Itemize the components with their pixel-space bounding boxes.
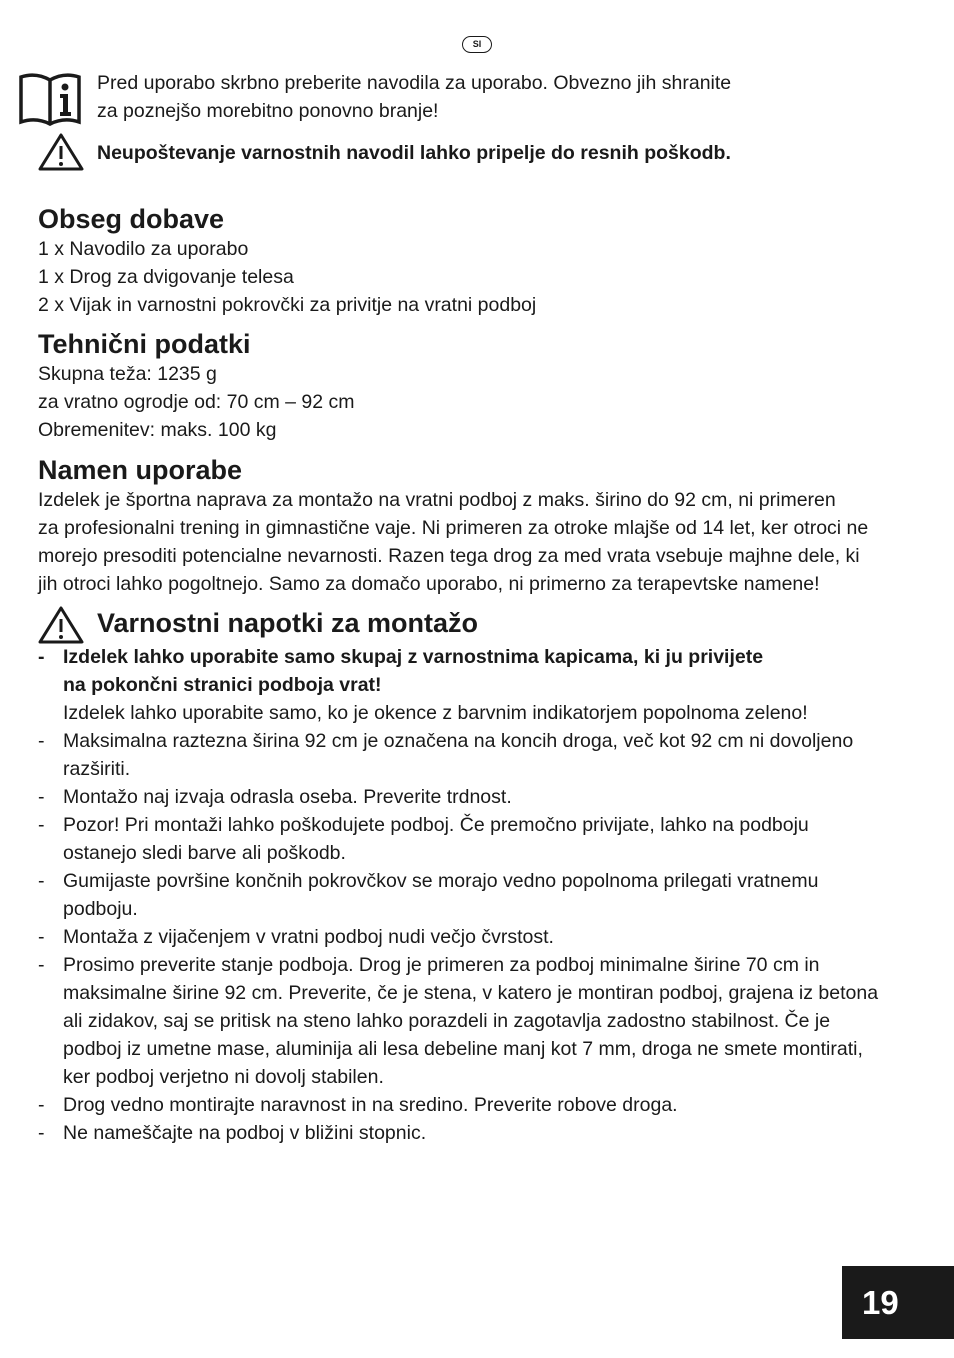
purpose-line: morejo presoditi potencialne nevarnosti. Razen tega drog za med vrata vsebuje majhne dele, ki — [38, 545, 860, 567]
language-badge: SI — [462, 36, 492, 53]
book-info-icon — [18, 72, 82, 126]
scope-item: 1 x Drog za dvigovanje telesa — [38, 266, 294, 288]
safety-item: - Gumijaste površine končnih pokrovčkov se morajo vedno popolnoma prilegati vratnemu podboju. — [38, 870, 819, 920]
safety-item: - Montažo naj izvaja odrasla oseba. Preverite trdnost. — [38, 786, 512, 808]
purpose-line: jih otroci lahko pogoltnejo. Samo za domačo uporabo, ni primerno za terapevtske namene! — [38, 573, 820, 595]
warning-triangle-icon — [38, 132, 84, 172]
tech-item: za vratno ogrodje od: 70 cm – 92 cm — [38, 391, 355, 413]
safety-warning: Neupoštevanje varnostnih navodil lahko pripelje do resnih poškodb. — [97, 142, 731, 164]
purpose-line: Izdelek je športna naprava za montažo na vratni podboj z maks. širino do 92 cm, ni primeren — [38, 489, 836, 511]
tech-title: Tehnični podatki — [38, 329, 251, 359]
safety-item: - Prosimo preverite stanje podboja. Drog je primeren za podboj minimalne širine 70 cm in maksimalne širine 92 cm. Preverite, če je stena, v katero je montiran podboj, grajena iz betona ali zidakov, saj se pritisk na steno lahko porazdeli in zagotavlja zadostno stabilnost. Če je podboj iz umetne mase, aluminija ali lesa debeline manj kot 7 mm, droga ne smete montirati, ker podboj verjetno ni dovolj stabilen. — [38, 954, 879, 1088]
scope-item: 1 x Navodilo za uporabo — [38, 238, 249, 260]
scope-item: 2 x Vijak in varnostni pokrovčki za privitje na vratni podboj — [38, 294, 537, 316]
safety-item: - Drog vedno montirajte naravnost in na sredino. Preverite robove droga. — [38, 1094, 678, 1116]
purpose-title: Namen uporabe — [38, 455, 243, 485]
scope-list — [38, 235, 918, 319]
safety-title: Varnostni napotki za montažo — [97, 608, 479, 638]
safety-item: - Ne nameščajte na podboj v bližini stopnic. — [38, 1122, 427, 1144]
scope-title: Obseg dobave — [38, 204, 225, 234]
safety-item: - Pozor! Pri montaži lahko poškodujete podboj. Če premočno privijate, lahko na podboju ostanejo sledi barve ali poškodb. — [38, 814, 809, 864]
purpose-text — [38, 486, 918, 598]
safety-list — [38, 643, 918, 1147]
tech-list — [38, 360, 918, 444]
safety-item: - Montaža z vijačenjem v vratni podboj nudi večjo čvrstost. — [38, 926, 554, 948]
scope-section — [38, 203, 918, 319]
safety-heading — [97, 607, 917, 639]
intro-text: Pred uporabo skrbno preberite navodila za uporabo. Obvezno jih shranite za poznejšo morebitno ponovno branje! — [97, 72, 732, 122]
warning-triangle-icon — [38, 605, 84, 645]
purpose-section — [38, 454, 918, 598]
tech-item: Obremenitev: maks. 100 kg — [38, 419, 277, 441]
safety-item: - Izdelek lahko uporabite samo skupaj z varnostnima kapicama, ki ju privijete na pokončni stranici podboja vrat! Izdelek lahko uporabite samo, ko je okence z barvnim indikatorjem popolnoma zeleno! — [38, 646, 808, 724]
tech-item: Skupna teža: 1235 g — [38, 363, 217, 385]
safety-item: - Maksimalna raztezna širina 92 cm je označena na koncih droga, več kot 92 cm ni dovoljeno razširiti. — [38, 730, 854, 780]
purpose-line: za profesionalni trening in gimnastične vaje. Ni primeren za otroke mlajše od 14 let, ker otroci ne — [38, 517, 869, 539]
safety-section — [38, 643, 918, 1147]
page-number: 19 — [842, 1266, 954, 1339]
tech-section — [38, 328, 918, 444]
